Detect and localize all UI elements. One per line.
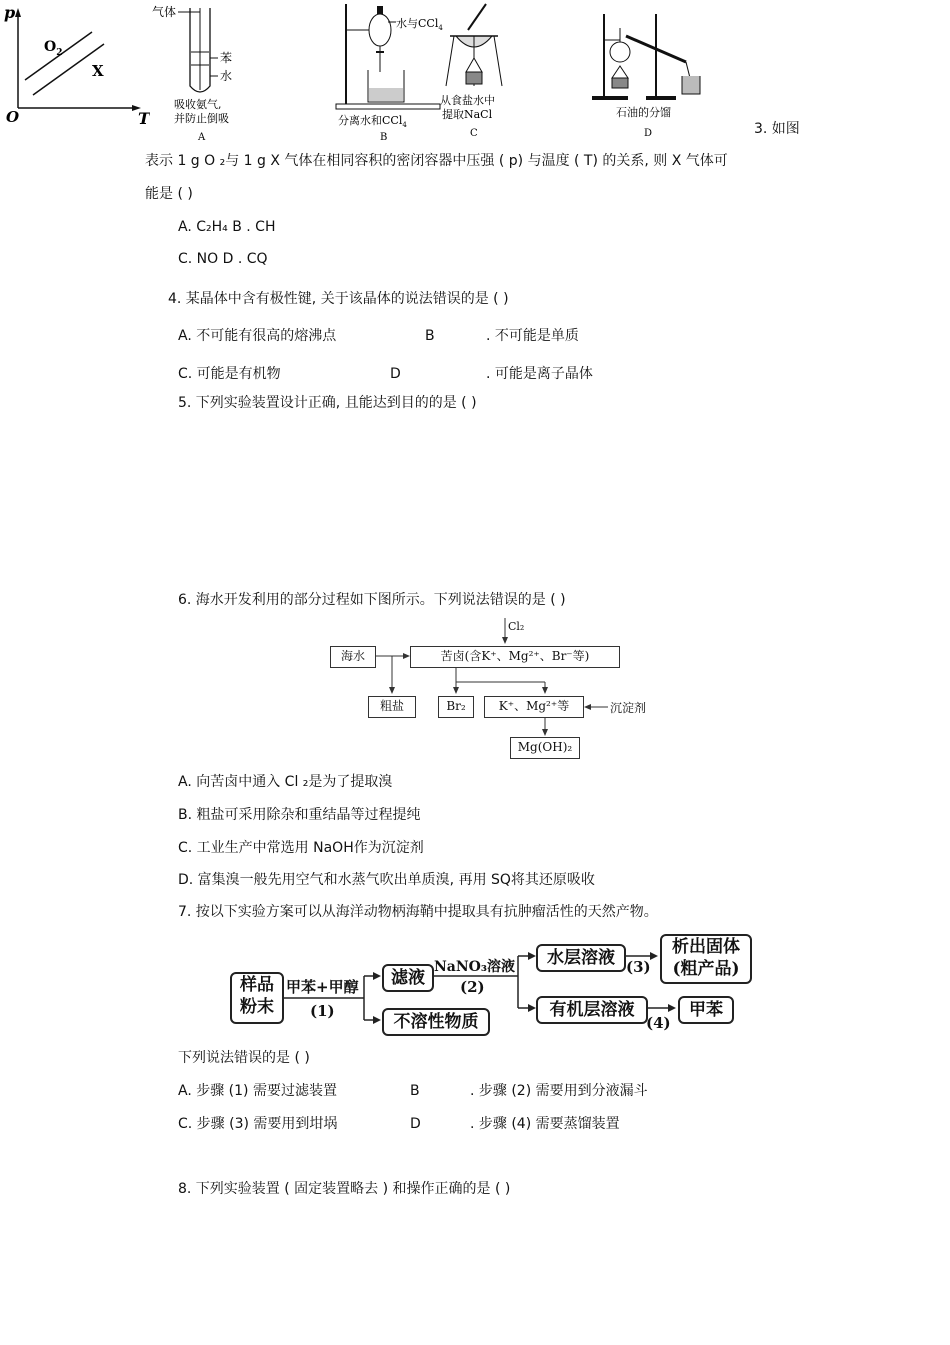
letter-d: D xyxy=(644,128,653,139)
caption-a-2: 并防止倒吸 xyxy=(174,112,229,125)
q7-option-b-text: . 步骤 (2) 需要用到分液漏斗 xyxy=(470,1083,648,1099)
axis-t-label: T xyxy=(138,109,150,128)
crude-salt-box: 粗盐 xyxy=(368,696,416,718)
caption-c-2: 提取NaCl xyxy=(442,108,493,121)
solid-label-1: 析出固体 xyxy=(672,937,740,957)
curve-o2-label: $O_2$ xyxy=(44,39,63,58)
extraction-flowchart xyxy=(228,932,758,1042)
q8-stem: 8. 下列实验装置 ( 固定装置略去 ) 和操作正确的是 ( ) xyxy=(178,1181,511,1197)
sample-powder-box xyxy=(230,972,284,1024)
axis-p-label: p xyxy=(4,3,16,22)
q6-option-a: A. 向苦卤中通入 Cl ₂是为了提取溴 xyxy=(178,774,393,790)
k-mg-box: K⁺、Mg²⁺等 xyxy=(484,696,584,718)
mgoh2-box: Mg(OH)₂ xyxy=(510,737,580,759)
apparatus-c-evaporation xyxy=(436,0,516,145)
step4-label: (4) xyxy=(646,1014,671,1032)
letter-c: C xyxy=(470,128,478,139)
origin-label: O xyxy=(6,108,20,126)
q7-stem: 7. 按以下实验方案可以从海洋动物柄海鞘中提取具有抗肿瘤活性的天然产物。 xyxy=(178,904,658,920)
q4-option-c: C. 可能是有机物 xyxy=(178,366,281,382)
caption-c-1: 从食盐水中 xyxy=(440,94,495,107)
q4-stem: 4. 某晶体中含有极性键, 关于该晶体的说法错误的是 ( ) xyxy=(168,291,509,307)
q4-option-a: A. 不可能有很高的熔沸点 xyxy=(178,328,337,344)
q6-stem: 6. 海水开发利用的部分过程如下图所示。下列说法错误的是 ( ) xyxy=(178,592,566,608)
gas-label: 气体 xyxy=(152,5,177,19)
q4-option-d-text: . 可能是离子晶体 xyxy=(486,366,593,382)
organic-layer-box: 有机层溶液 xyxy=(536,996,648,1024)
q3-option-cd: C. NO D . CQ xyxy=(178,251,268,267)
br2-box: Br₂ xyxy=(438,696,474,718)
step1-label: (1) xyxy=(310,1002,335,1020)
q7-option-a: A. 步骤 (1) 需要过滤装置 xyxy=(178,1083,337,1099)
apparatus-d-distillation xyxy=(582,0,712,145)
reagent2-label: NaNO₃溶液 xyxy=(434,959,515,975)
sample-label-1: 样品 xyxy=(240,975,274,995)
q3-option-ab: A. C₂H₄ B . CH xyxy=(178,219,276,235)
q4-option-b-letter: B xyxy=(425,328,435,344)
brine-box: 苦卤(含K⁺、Mg²⁺、Br⁻等) xyxy=(410,646,620,668)
q3-stem-line1: 表示 1 g O ₂与 1 g X 气体在相同容积的密闭容器中压强 ( p) 与温度 ( T) 的关系, 则 X 气体可 xyxy=(145,153,728,169)
q7-option-c: C. 步骤 (3) 需要用到坩埚 xyxy=(178,1116,338,1132)
solid-label-2: (粗产品) xyxy=(672,959,740,979)
water-ccl4-label: 水与CCl$_4$ xyxy=(396,17,443,32)
q7-option-b-letter: B xyxy=(410,1083,420,1099)
step2-label: (2) xyxy=(460,978,485,996)
q7-lead: 下列说法错误的是 ( ) xyxy=(178,1050,310,1066)
seawater-box: 海水 xyxy=(330,646,376,668)
apparatus-a-test-tube xyxy=(148,0,248,145)
caption-b: 分离水和CCl$_4$ xyxy=(338,114,407,129)
pressure-temperature-graph xyxy=(0,0,150,128)
step3-label: (3) xyxy=(626,958,651,976)
insoluble-box: 不溶性物质 xyxy=(382,1008,490,1036)
q3-number: 3. 如图 xyxy=(754,121,800,137)
sample-label-2: 粉末 xyxy=(240,997,274,1017)
caption-d: 石油的分馏 xyxy=(616,106,671,119)
seawater-flowchart xyxy=(320,618,660,763)
q4-option-d-letter: D xyxy=(390,366,401,382)
precipitated-solid-box xyxy=(660,934,752,984)
reagent1-label: 甲苯+甲醇 xyxy=(286,978,359,996)
q4-option-b-text: . 不可能是单质 xyxy=(486,328,579,344)
letter-b: B xyxy=(380,132,388,143)
filtrate-box: 滤液 xyxy=(382,964,434,992)
q3-stem-line2: 能是 ( ) xyxy=(145,186,193,202)
aqueous-layer-box: 水层溶液 xyxy=(536,944,626,972)
toluene-box: 甲苯 xyxy=(678,996,734,1024)
precipitant-label: 沉淀剂 xyxy=(610,701,647,715)
q6-option-b: B. 粗盐可采用除杂和重结晶等过程提纯 xyxy=(178,807,421,823)
water-label: 水 xyxy=(220,69,233,83)
curve-x-label: X xyxy=(92,62,104,80)
q7-option-d-letter: D xyxy=(410,1116,421,1132)
benzene-label: 苯 xyxy=(220,51,233,65)
caption-a-1: 吸收氨气, xyxy=(174,98,222,111)
q7-option-d-text: . 步骤 (4) 需要蒸馏装置 xyxy=(470,1116,620,1132)
q6-option-d: D. 富集溴一般先用空气和水蒸气吹出单质溴, 再用 SQ将其还原吸收 xyxy=(178,872,595,888)
letter-a: A xyxy=(198,132,206,143)
cl2-label: Cl₂ xyxy=(508,620,525,633)
q6-option-c: C. 工业生产中常选用 NaOH作为沉淀剂 xyxy=(178,840,424,856)
q5-stem: 5. 下列实验装置设计正确, 且能达到目的的是 ( ) xyxy=(178,395,477,411)
apparatus-b-separatory-funnel xyxy=(332,0,447,145)
